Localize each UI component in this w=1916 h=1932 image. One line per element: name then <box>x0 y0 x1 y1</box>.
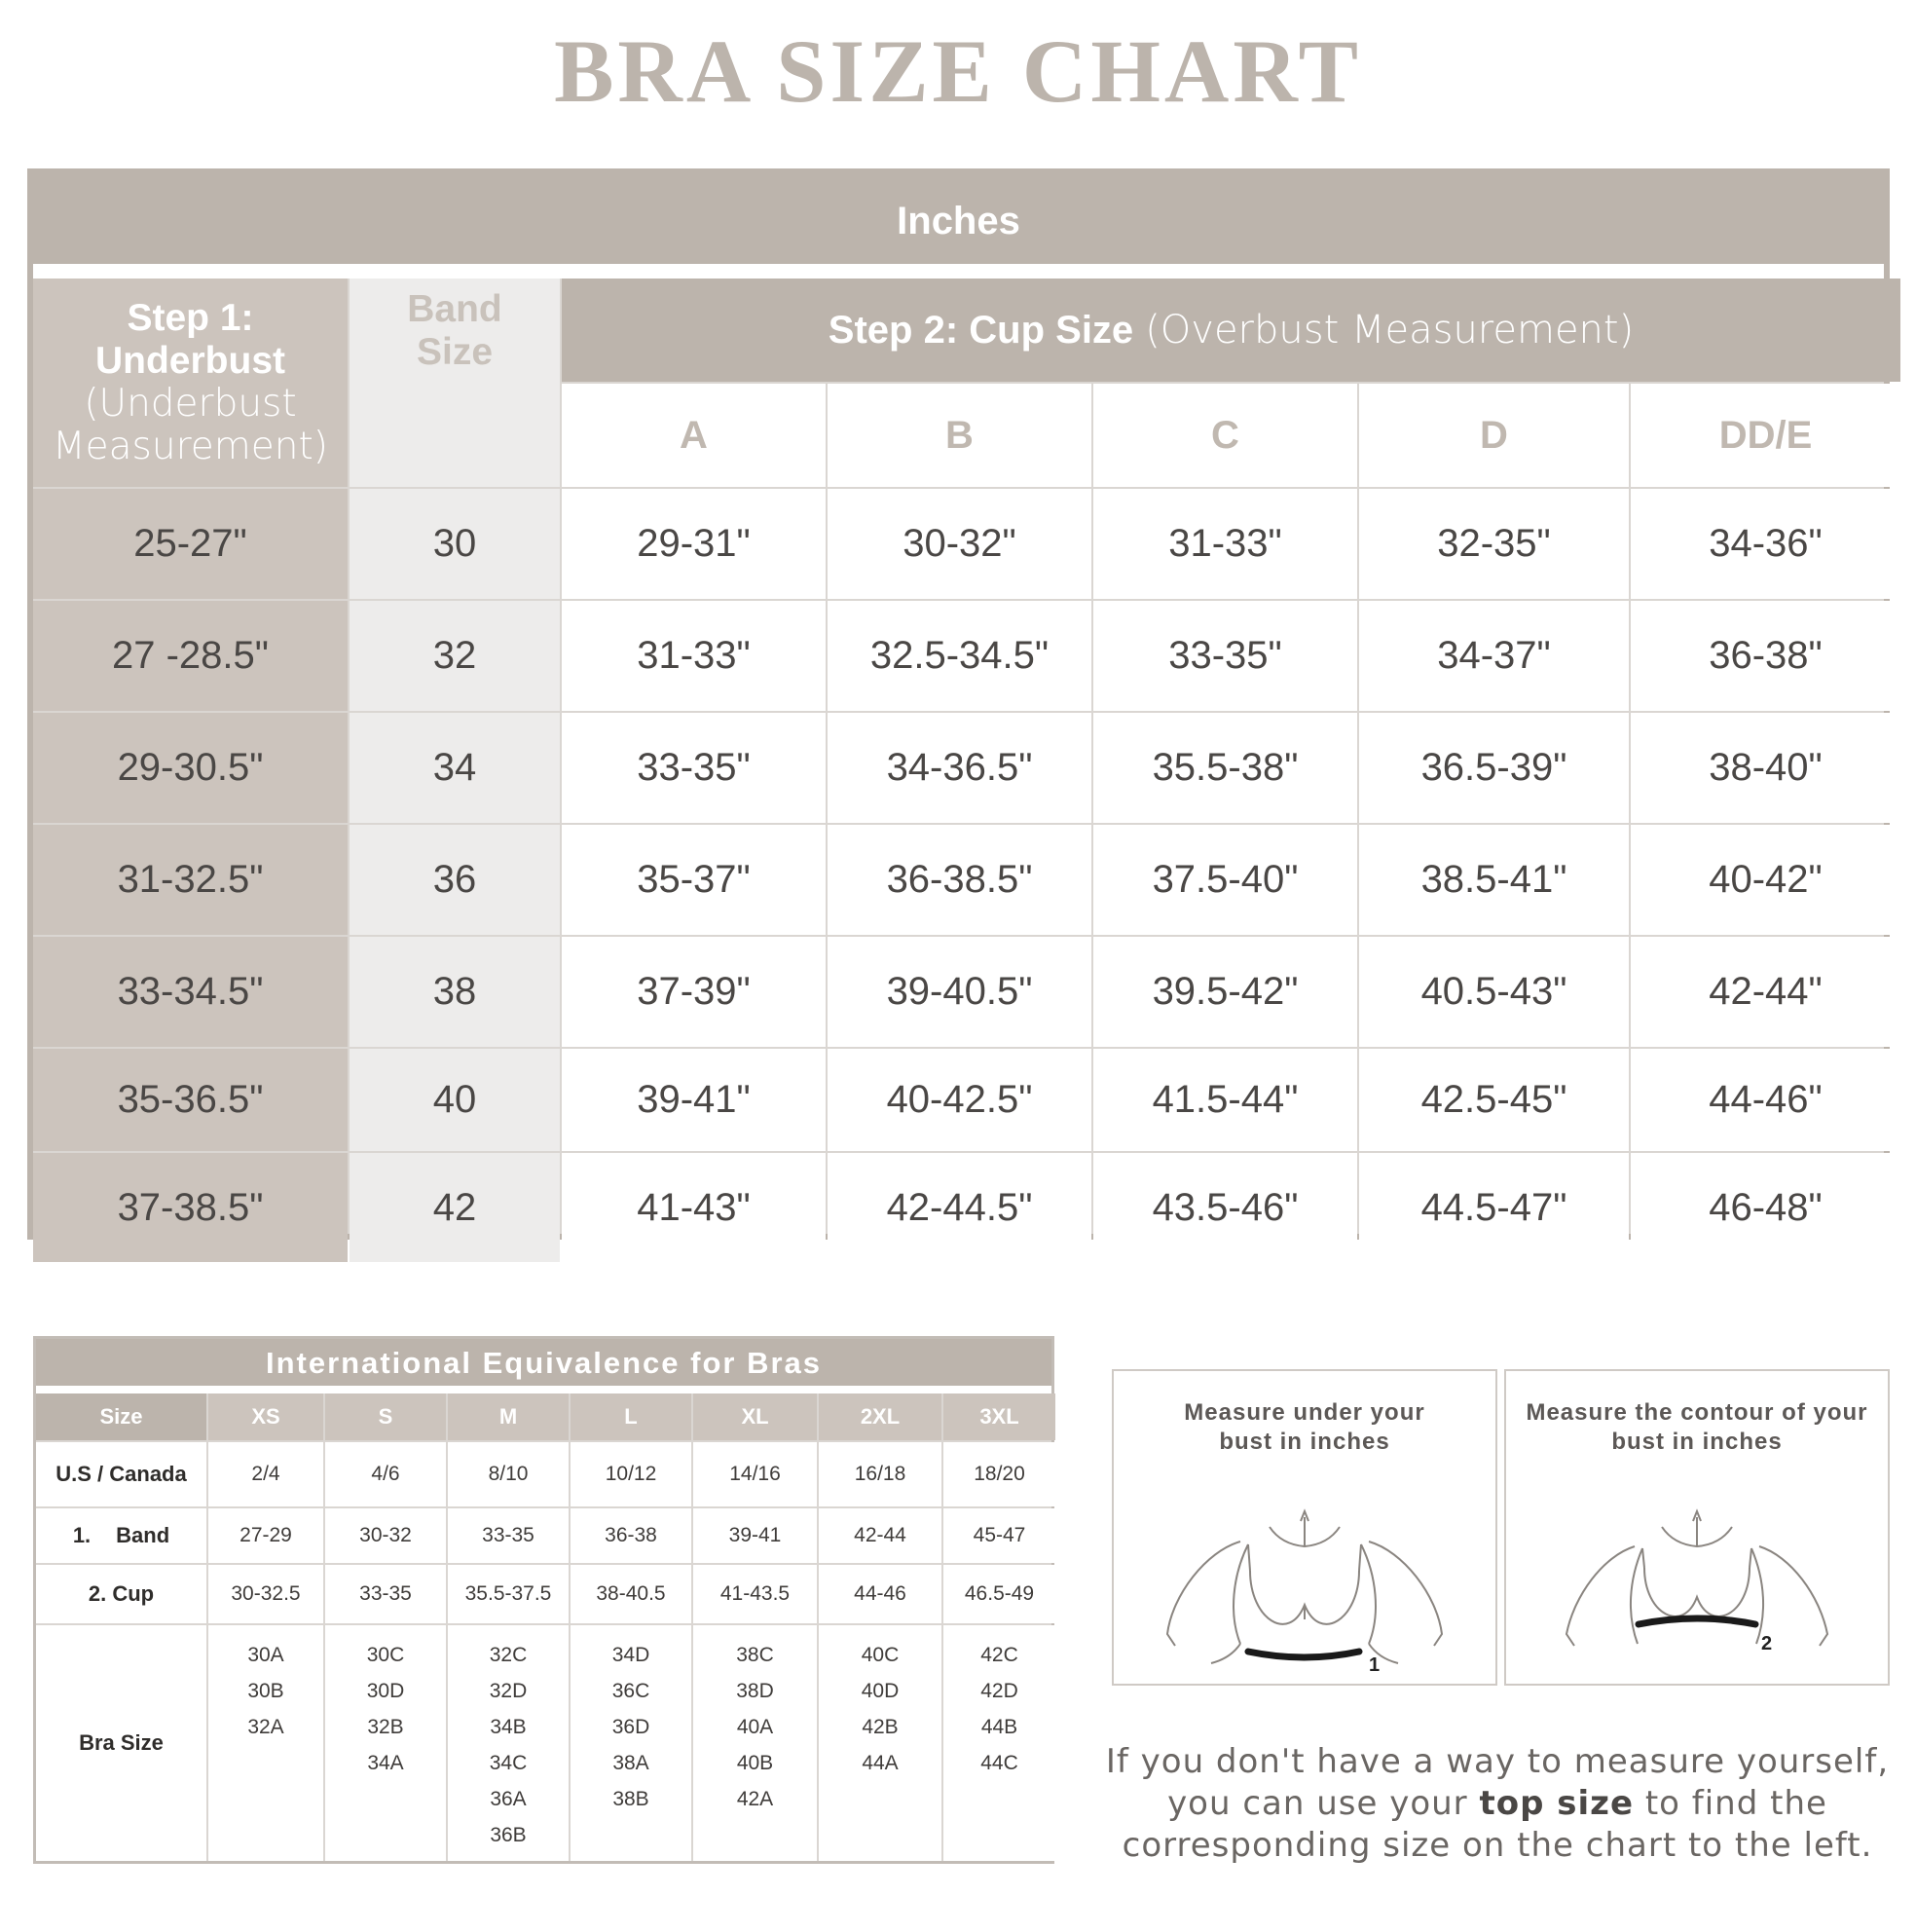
intl-bra-size: 34D <box>611 1644 650 1666</box>
cup-range-cell: 32.5-34.5" <box>828 601 1091 711</box>
band-size-header <box>350 279 560 487</box>
intl-bra-size: 44A <box>862 1752 899 1774</box>
intl-bra-size: 40A <box>736 1716 774 1738</box>
cup-range-cell: 37-39" <box>562 937 826 1047</box>
band-size-cell: 32 <box>350 601 560 711</box>
cup-range-cell: 31-33" <box>562 601 826 711</box>
cup-range-cell: 43.5-46" <box>1093 1153 1357 1262</box>
measure-underbust-panel <box>1112 1369 1497 1686</box>
cup-range-cell: 38.5-41" <box>1359 825 1629 935</box>
cup-range-cell: 36.5-39" <box>1359 713 1629 823</box>
cup-range-cell: 38-40" <box>1631 713 1900 823</box>
intl-bra-size: 30D <box>366 1680 405 1702</box>
measure-underbust-caption <box>1114 1398 1495 1457</box>
cup-range-cell: 42-44" <box>1631 937 1900 1047</box>
cup-range-cell: 44-46" <box>1631 1049 1900 1151</box>
intl-band-cell: 27-29 <box>208 1508 323 1563</box>
intl-us-cell: 8/10 <box>448 1442 569 1506</box>
marker-2: 2 <box>1761 1633 1773 1654</box>
band-size-cell: 38 <box>350 937 560 1047</box>
intl-cup-cell: 46.5-49 <box>943 1565 1055 1623</box>
underbust-cell: 35-36.5" <box>33 1049 348 1151</box>
intl-band-cell: 39-41 <box>693 1508 817 1563</box>
intl-bra-size: 38D <box>736 1680 774 1702</box>
intl-band-cell: 42-44 <box>819 1508 941 1563</box>
cup-range-cell: 44.5-47" <box>1359 1153 1629 1262</box>
marker-1: 1 <box>1369 1654 1381 1676</box>
underbust-cell: 37-38.5" <box>33 1153 348 1262</box>
intl-band-number: 1. <box>72 1523 92 1547</box>
intl-bra-size: 42B <box>862 1716 899 1738</box>
intl-bra-size: 42D <box>980 1680 1018 1702</box>
international-title: International Equivalence for Bras <box>36 1339 1051 1386</box>
measurement-note <box>1098 1741 1897 1867</box>
band-size-cell: 30 <box>350 489 560 599</box>
underbust-cell: 31-32.5" <box>33 825 348 935</box>
note-text-bold: top size <box>1479 1784 1635 1823</box>
intl-cup-cell: 38-40.5 <box>571 1565 691 1623</box>
step2-title: Step 2: Cup Size <box>828 308 1134 352</box>
cup-range-cell: 39.5-42" <box>1093 937 1357 1047</box>
intl-size-4: XL <box>693 1393 817 1440</box>
intl-band-cell: 45-47 <box>943 1508 1055 1563</box>
bust-underbust-icon <box>1114 1488 1495 1683</box>
step1-note-1: (Underbust <box>84 382 297 426</box>
intl-size-1: S <box>325 1393 446 1440</box>
intl-cup-cell: 35.5-37.5 <box>448 1565 569 1623</box>
band-header-line-2: Size <box>416 331 494 373</box>
cup-range-cell: 42-44.5" <box>828 1153 1091 1262</box>
intl-bra-size: 32B <box>367 1716 404 1738</box>
measure-contour-panel <box>1504 1369 1890 1686</box>
cup-range-cell: 39-40.5" <box>828 937 1091 1047</box>
intl-cup-label: 2. Cup <box>36 1565 206 1623</box>
intl-bra-size: 34A <box>367 1752 404 1774</box>
intl-band-cell: 30-32 <box>325 1508 446 1563</box>
intl-bra-size: 34B <box>490 1716 527 1738</box>
cup-range-cell: 34-36.5" <box>828 713 1091 823</box>
step2-header <box>562 279 1900 382</box>
cup-range-cell: 30-32" <box>828 489 1091 599</box>
band-header-line-1: Band <box>407 288 502 330</box>
band-size-cell: 42 <box>350 1153 560 1262</box>
step2-note: (Overbust Measurement) <box>1145 308 1635 353</box>
intl-bra-size: 38C <box>736 1644 774 1666</box>
intl-bra-size: 36C <box>611 1680 650 1702</box>
international-equivalence-table <box>33 1336 1054 1864</box>
cup-header-c: C <box>1093 384 1357 487</box>
intl-bra-size: 44B <box>980 1716 1018 1738</box>
intl-us-cell: 16/18 <box>819 1442 941 1506</box>
intl-cup-cell: 41-43.5 <box>693 1565 817 1623</box>
intl-bra-label: Bra Size <box>36 1625 206 1861</box>
cup-range-cell: 39-41" <box>562 1049 826 1151</box>
intl-size-0: XS <box>208 1393 323 1440</box>
intl-bra-size-cell <box>208 1625 323 1861</box>
intl-cup-cell: 30-32.5 <box>208 1565 323 1623</box>
measure-contour-caption <box>1506 1398 1888 1457</box>
intl-bra-size: 32D <box>489 1680 528 1702</box>
intl-bra-size-cell <box>325 1625 446 1861</box>
measure-underbust-line-2: bust in inches <box>1219 1429 1390 1455</box>
cup-range-cell: 34-37" <box>1359 601 1629 711</box>
note-text-after: to find the corresponding size on the chart to the left. <box>1122 1784 1873 1865</box>
band-size-cell: 40 <box>350 1049 560 1151</box>
intl-us-cell: 4/6 <box>325 1442 446 1506</box>
step1-header <box>33 279 348 487</box>
cup-header-b: B <box>828 384 1091 487</box>
cup-range-cell: 33-35" <box>562 713 826 823</box>
underbust-cell: 25-27" <box>33 489 348 599</box>
bust-overbust-icon <box>1506 1488 1888 1683</box>
intl-us-label: U.S / Canada <box>36 1442 206 1506</box>
measure-underbust-line-1: Measure under your <box>1184 1399 1425 1426</box>
cup-range-cell: 36-38" <box>1631 601 1900 711</box>
intl-bra-size: 34C <box>489 1752 528 1774</box>
cup-range-cell: 40-42.5" <box>828 1049 1091 1151</box>
intl-bra-size: 42C <box>980 1644 1018 1666</box>
cup-header-a: A <box>562 384 826 487</box>
intl-bra-size: 42A <box>736 1788 774 1810</box>
intl-size-3: L <box>571 1393 691 1440</box>
intl-band-label <box>36 1508 206 1563</box>
intl-bra-size: 36B <box>490 1824 527 1846</box>
underbust-cell: 29-30.5" <box>33 713 348 823</box>
underbust-cell: 33-34.5" <box>33 937 348 1047</box>
cup-range-cell: 36-38.5" <box>828 825 1091 935</box>
measure-contour-line-1: Measure the contour of your <box>1526 1399 1868 1426</box>
intl-bra-size: 32A <box>247 1716 284 1738</box>
note-text-before: If you don't have a way to measure yourself, you can use your <box>1105 1742 1890 1823</box>
cup-header-d: D <box>1359 384 1629 487</box>
intl-bra-size-cell <box>819 1625 941 1861</box>
step1-subtitle: Underbust <box>95 340 285 382</box>
intl-bra-size-cell <box>448 1625 569 1861</box>
intl-bra-size: 30C <box>366 1644 405 1666</box>
cup-range-cell: 40-42" <box>1631 825 1900 935</box>
cup-range-cell: 37.5-40" <box>1093 825 1357 935</box>
measure-contour-line-2: bust in inches <box>1611 1429 1783 1455</box>
intl-us-cell: 2/4 <box>208 1442 323 1506</box>
band-size-cell: 34 <box>350 713 560 823</box>
cup-range-cell: 33-35" <box>1093 601 1357 711</box>
intl-size-2: M <box>448 1393 569 1440</box>
step1-note-2: Measurement) <box>53 425 328 468</box>
unit-header: Inches <box>33 174 1884 264</box>
cup-header-dde: DD/E <box>1631 384 1900 487</box>
intl-bra-size: 40D <box>861 1680 900 1702</box>
intl-us-cell: 10/12 <box>571 1442 691 1506</box>
intl-cup-cell: 33-35 <box>325 1565 446 1623</box>
cup-range-cell: 41-43" <box>562 1153 826 1262</box>
cup-range-cell: 32-35" <box>1359 489 1629 599</box>
intl-us-cell: 18/20 <box>943 1442 1055 1506</box>
intl-band-cell: 33-35 <box>448 1508 569 1563</box>
intl-size-6: 3XL <box>943 1393 1055 1440</box>
intl-size-5: 2XL <box>819 1393 941 1440</box>
page-title: BRA SIZE CHART <box>554 21 1362 121</box>
cup-range-cell: 42.5-45" <box>1359 1049 1629 1151</box>
international-grid <box>36 1393 1051 1861</box>
band-size-cell: 36 <box>350 825 560 935</box>
intl-bra-size: 44C <box>980 1752 1018 1774</box>
intl-bra-size: 40B <box>736 1752 774 1774</box>
cup-range-cell: 35.5-38" <box>1093 713 1357 823</box>
cup-range-cell: 29-31" <box>562 489 826 599</box>
intl-bra-size: 36D <box>611 1716 650 1738</box>
intl-bra-size: 38A <box>612 1752 649 1774</box>
intl-size-header: Size <box>36 1393 206 1440</box>
intl-bra-size-cell <box>943 1625 1055 1861</box>
intl-cup-cell: 44-46 <box>819 1565 941 1623</box>
intl-us-cell: 14/16 <box>693 1442 817 1506</box>
intl-bra-size-cell <box>693 1625 817 1861</box>
intl-bra-size: 38B <box>612 1788 649 1810</box>
cup-range-cell: 31-33" <box>1093 489 1357 599</box>
cup-range-cell: 46-48" <box>1631 1153 1900 1262</box>
intl-bra-size: 30B <box>247 1680 284 1702</box>
intl-bra-size: 32C <box>489 1644 528 1666</box>
intl-band-text: Band <box>116 1523 170 1547</box>
intl-bra-size: 36A <box>490 1788 527 1810</box>
cup-range-cell: 40.5-43" <box>1359 937 1629 1047</box>
size-chart-grid <box>33 279 1884 1234</box>
intl-band-cell: 36-38 <box>571 1508 691 1563</box>
cup-range-cell: 35-37" <box>562 825 826 935</box>
intl-bra-size: 30A <box>247 1644 284 1666</box>
intl-bra-size-cell <box>571 1625 691 1861</box>
cup-range-cell: 34-36" <box>1631 489 1900 599</box>
step1-title: Step 1: <box>127 297 254 339</box>
intl-bra-size: 40C <box>861 1644 900 1666</box>
size-chart-table <box>27 168 1890 1240</box>
cup-range-cell: 41.5-44" <box>1093 1049 1357 1151</box>
underbust-cell: 27 -28.5" <box>33 601 348 711</box>
